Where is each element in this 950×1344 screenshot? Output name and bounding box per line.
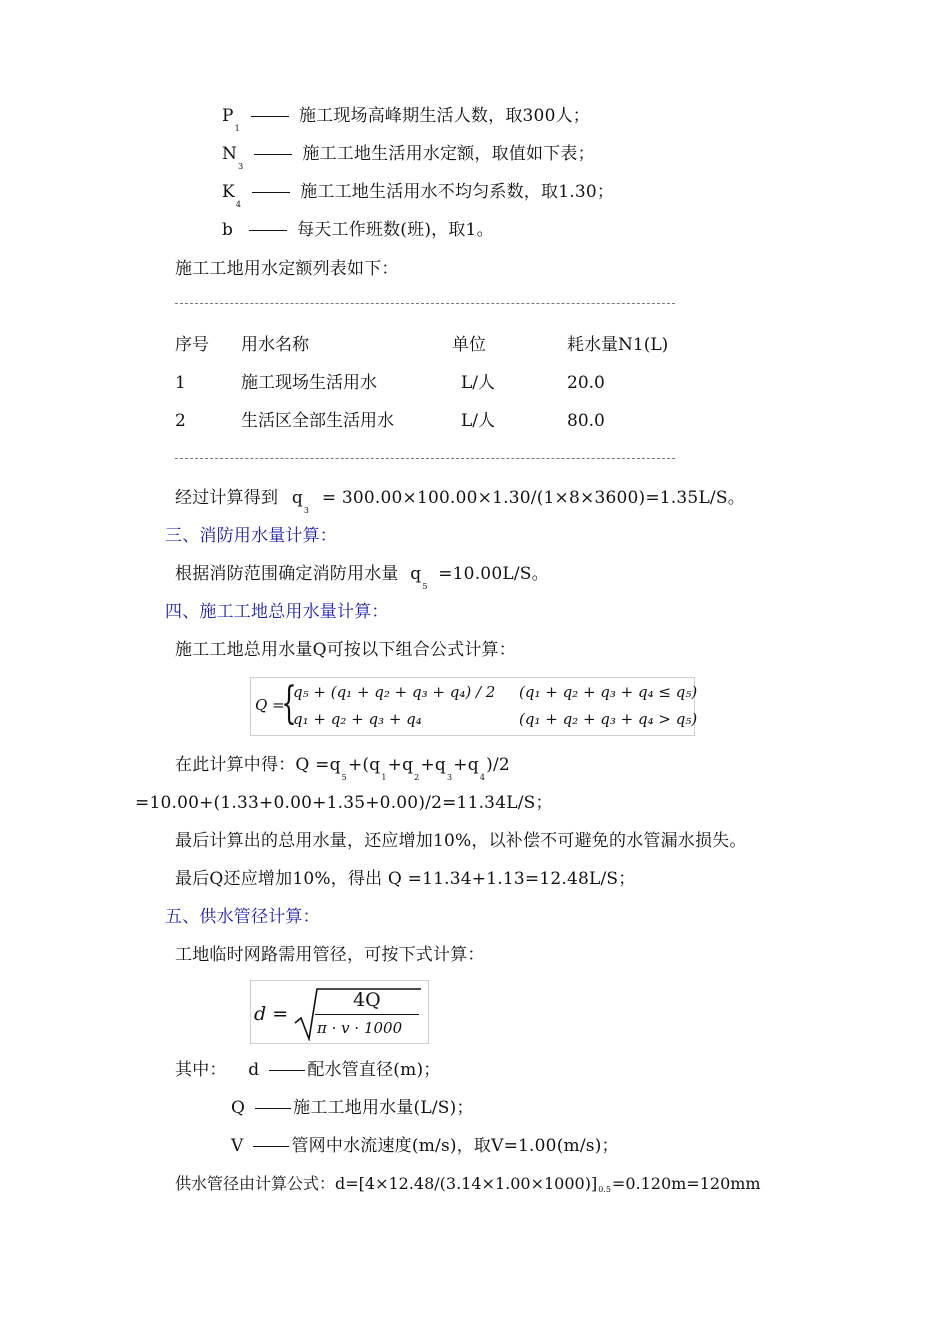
- section3-value: =10.00L/S。: [438, 564, 549, 584]
- calc-term: +q: [420, 755, 446, 775]
- section4-calc-result: =10.00+(1.33+0.00+1.35+0.00)/2=11.34L/S；: [135, 793, 553, 813]
- result-exponent: 0.5: [598, 1185, 611, 1194]
- where-v: [231, 1134, 619, 1158]
- calc-label: 在此计算中得：Q =q: [175, 755, 341, 775]
- table-cell: 2: [175, 411, 186, 431]
- section5-result: [175, 1172, 761, 1199]
- section3-label: 根据消防范围确定消防用水量: [175, 564, 399, 584]
- formula-case2-expr: q₁ + q₂ + q₃ + q₄: [293, 710, 422, 728]
- section4-heading: 四、施工工地总用水量计算：: [165, 602, 389, 622]
- var-symbol: V: [231, 1136, 244, 1156]
- calc-term: )/2: [486, 755, 510, 775]
- var-symbol: d: [248, 1060, 260, 1080]
- table-cell: 生活区全部生活用水: [241, 411, 394, 431]
- calc-subscript: 3: [446, 773, 453, 782]
- var-text: 配水管直径(m)；: [307, 1060, 441, 1080]
- definition-p1: [222, 104, 590, 131]
- table-bottom-rule: [175, 458, 675, 459]
- var-text: 施工工地用水量(L/S)；: [293, 1098, 474, 1118]
- definition-symbol: b: [222, 220, 234, 240]
- calc-subscript: 5: [341, 773, 347, 782]
- definition-symbol: P: [222, 106, 234, 126]
- em-dash-icon: [252, 192, 290, 193]
- section4-note: 最后计算出的总用水量，还应增加10%，以补偿不可避免的水管漏水损失。: [175, 831, 747, 851]
- definition-k4: [222, 180, 614, 207]
- calc-term: +q: [453, 755, 479, 775]
- definition-subscript: 3: [238, 162, 244, 171]
- table-cell: L/人: [461, 373, 496, 393]
- formula-lhs: d =: [254, 1003, 289, 1025]
- definition-text: 施工工地生活用水不均匀系数，取1.30；: [300, 182, 615, 202]
- formula-lhs: Q =: [255, 696, 285, 714]
- where-label: 其中：: [175, 1060, 227, 1080]
- section4-final: 最后Q还应增加10%，得出 Q =11.34+1.13=12.48L/S；: [175, 869, 636, 889]
- table-header-name: 用水名称: [241, 335, 309, 355]
- calc-label: 经过计算得到: [175, 488, 279, 508]
- em-dash-icon: [269, 1070, 305, 1071]
- brace-icon: {: [281, 678, 297, 729]
- definition-text: 施工现场高峰期生活人数，取300人；: [298, 106, 590, 126]
- calc-variable: q: [410, 564, 422, 584]
- formula-denominator: π · v · 1000: [317, 1019, 403, 1037]
- table-header-unit: 单位: [452, 335, 486, 355]
- definition-b: [222, 218, 494, 242]
- definition-text: 每天工作班数(班)，取1。: [297, 220, 494, 240]
- calc-subscript: 1: [381, 773, 387, 782]
- section3-text: [175, 562, 549, 589]
- table-top-rule: [175, 303, 675, 304]
- table-cell: 施工现场生活用水: [241, 373, 377, 393]
- formula-case2-cond: (q₁ + q₂ + q₃ + q₄ > q₅): [519, 710, 698, 728]
- q3-calculation: [175, 486, 745, 513]
- calc-variable: q: [291, 488, 303, 508]
- section5-intro: 工地临时网路需用管径，可按下式计算：: [175, 945, 485, 965]
- where-d: [175, 1058, 441, 1082]
- em-dash-icon: [253, 1146, 289, 1147]
- formula-case1-cond: (q₁ + q₂ + q₃ + q₄ ≤ q₅): [519, 683, 698, 701]
- var-symbol: Q: [231, 1098, 246, 1118]
- section5-heading: 五、供水管径计算：: [165, 907, 320, 927]
- fraction-bar: [315, 1014, 419, 1015]
- table-intro: 施工工地用水定额列表如下：: [175, 259, 399, 279]
- em-dash-icon: [254, 154, 292, 155]
- calc-term: +q: [387, 755, 414, 775]
- section4-intro: 施工工地总用水量Q可按以下组合公式计算：: [175, 640, 516, 660]
- table-cell: 20.0: [567, 373, 605, 393]
- calc-term: +(q: [347, 755, 381, 775]
- table-cell: 1: [175, 373, 186, 393]
- table-cell: L/人: [461, 411, 496, 431]
- definition-symbol: N: [222, 144, 238, 164]
- em-dash-icon: [251, 116, 289, 117]
- formula-numerator: 4Q: [353, 989, 381, 1011]
- section4-calc: [175, 753, 510, 780]
- table-header-index: 序号: [175, 335, 209, 355]
- definition-subscript: 1: [234, 124, 240, 133]
- table-cell: 80.0: [567, 411, 605, 431]
- result-expression: 供水管径由计算公式：d=[4×12.48/(3.14×1.00×1000)]: [175, 1174, 598, 1193]
- table-header-consumption: 耗水量N1(L): [567, 335, 669, 355]
- em-dash-icon: [255, 1108, 291, 1109]
- em-dash-icon: [249, 230, 287, 231]
- where-q: [231, 1096, 474, 1120]
- var-text: 管网中水流速度(m/s)，取V=1.00(m/s)；: [291, 1136, 619, 1156]
- result-value: =0.120m=120mm: [611, 1174, 761, 1193]
- definition-text: 施工工地生活用水定额，取值如下表；: [302, 144, 595, 164]
- definition-symbol: K: [222, 182, 235, 202]
- definition-subscript: 4: [235, 200, 242, 209]
- formula-case1-expr: q₅ + (q₁ + q₂ + q₃ + q₄) / 2: [293, 683, 496, 701]
- calc-subscript: 3: [303, 506, 310, 515]
- section3-heading: 三、消防用水量计算：: [165, 526, 337, 546]
- calc-subscript: 5: [422, 582, 428, 591]
- calc-subscript: 4: [479, 773, 486, 782]
- calc-subscript: 2: [414, 773, 420, 782]
- calc-expression: = 300.00×100.00×1.30/(1×8×3600)=1.35L/S。: [321, 488, 745, 508]
- total-water-formula: [250, 677, 698, 736]
- definition-n3: [222, 142, 595, 169]
- pipe-diameter-formula: [250, 980, 429, 1044]
